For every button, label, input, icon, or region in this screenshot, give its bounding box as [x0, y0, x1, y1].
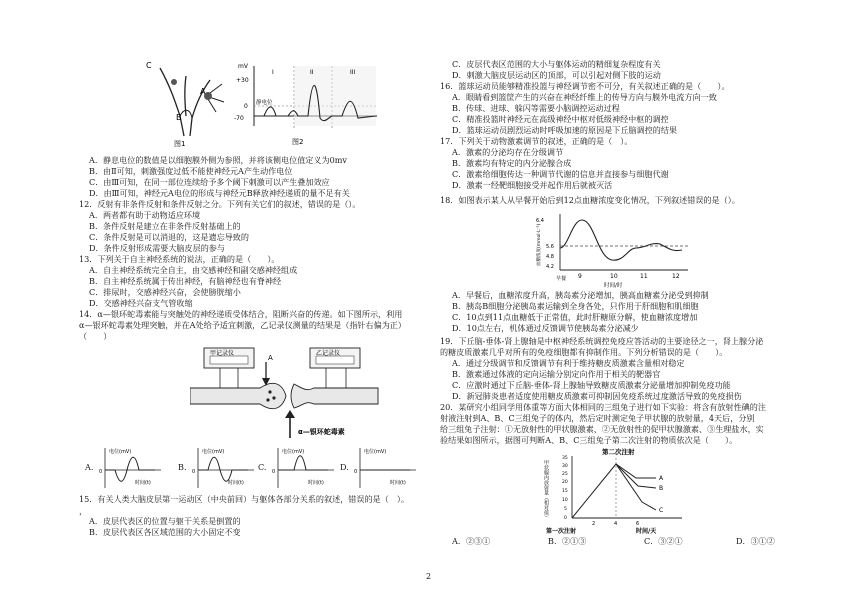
- q18-ytick-4: 4.2: [546, 264, 554, 270]
- q14-graph-b-origin: 0: [192, 469, 196, 475]
- q14-graph-b-xlabel: 时间(t): [228, 480, 244, 486]
- fig2-seg1: I: [272, 69, 274, 76]
- q13-option-a: A．自主神经系统完全自主，由交感神经和副交感神经组成: [89, 265, 298, 275]
- q14-recorder-1: 甲记录仪: [210, 350, 235, 357]
- q20-option-b: B．②①③: [548, 536, 587, 546]
- q14-graph-d-xlabel: 时间(t): [390, 480, 406, 486]
- q14-graph-a-ylabel: 电位(mV): [109, 449, 132, 455]
- q19-option-b: B．激素通过体液的定向运输分别定向作用于相关的靶器官: [452, 369, 661, 379]
- page-number: 2: [426, 572, 432, 581]
- q20-radioactivity-chart: [532, 446, 692, 536]
- q14-graph-a-xlabel: 时间(t): [135, 480, 151, 486]
- q14-choice-d-letter: D.: [340, 462, 349, 472]
- q12-option-c: C．条件反射是可以消退的，这是遗忘导致的: [89, 232, 249, 242]
- q19-stem-line-2: 的糖皮质激素几乎对所有的免疫细胞都有抑制作用。下列分析错误的是（ ）。: [440, 347, 728, 357]
- q18-start-label: 早餐: [556, 276, 567, 282]
- q19-option-c: C．应激时通过下丘脑-垂体-肾上腺轴导致糖皮质激素分泌量增加抑制免疫功能: [452, 380, 731, 390]
- q14-graph-d-ylabel: 电位(mV): [364, 449, 387, 455]
- q15-stem: 15．有关人类大脑皮层第一运动区（中央前回）与躯体各部分关系的叙述，错误的是（ ）。: [79, 494, 410, 504]
- q11-option-c: C．由Ⅲ可知，在同一部位连续给予多个阈下刺激可以产生叠加效应: [89, 177, 330, 187]
- fig1-label-a: A: [200, 87, 206, 96]
- q13-stem: 13．下列关于自主神经系统的说法，正确的是（ ）。: [79, 254, 280, 264]
- q20-option-c: C．③②①: [644, 536, 683, 546]
- q18-glucose-chart: [532, 208, 692, 288]
- q14-toxin-label: α—银环蛇毒素: [298, 428, 345, 436]
- q20-series-a: A: [659, 475, 664, 482]
- q12-option-a: A．两者都有助于动物适应环境: [89, 210, 201, 220]
- q14-graph-c: [268, 444, 338, 490]
- q17-stem: 17．下列关于动物激素调节的叙述，正确的是（ ）。: [440, 136, 633, 146]
- q16-option-b: B．传球、进球、躲闪等需要小脑调控运动过程: [452, 103, 620, 113]
- q14-graph-a-origin: 0: [99, 469, 103, 475]
- q17-option-a: A．激素的分泌均存在分级调节: [452, 147, 564, 157]
- q14-graph-c-xlabel: 时间(t): [308, 480, 324, 486]
- q18-xtick-12: 12: [672, 273, 680, 280]
- q13-option-b: B．自主神经系统属于传出神经，有脑神经也有脊神经: [89, 276, 282, 286]
- q20-ylabel: 甲状腺内放射量（相对值）: [543, 460, 549, 520]
- q11-option-a: A．静息电位的数值是以细胞膜外侧为参照，并将该侧电位值定义为0mv: [89, 155, 347, 165]
- q20-ytick-0: 0: [564, 516, 567, 521]
- q14-graph-d-origin: 0: [354, 469, 358, 475]
- q18-option-c: C．10点到11点血糖低于正常值，此时肝糖原分解，使血糖浓度增加: [452, 312, 698, 322]
- q19-option-d: D．新冠肺炎患者适度使用糖皮质激素可抑制因免疫系统过度激活导致的免疫损伤: [452, 391, 742, 401]
- q20-stem-line-1: 20．某研究小组同学用体重等方面大体相同的三组兔子进行如下实验：将含有放射性碘的注: [440, 402, 766, 412]
- q19-option-a: A．通过分级调节和反馈调节有利于维持糖皮质激素含量相对稳定: [452, 358, 685, 368]
- q17-option-c: C．激素给细胞传达一种调节代谢的信息并直接参与细胞代谢: [452, 169, 669, 179]
- q14-stem-line-1: 14．α—银环蛇毒素能与突触处的神经递质受体结合，阻断兴奋的传递。如下图所示，利用: [79, 309, 403, 319]
- fig2-rest: 静电位: [256, 100, 273, 106]
- q13-option-c: C．排尿时，交感神经兴奋，会使膀胱缩小: [89, 287, 241, 297]
- q19-stem-line-1: 19．下丘脑-垂体-肾上腺轴是中枢神经系统调控免疫应答活动的主要途径之一，肾上腺分泌: [440, 336, 764, 346]
- q20-xtick-2: 2: [592, 521, 596, 527]
- q14-synapse-figure: [190, 344, 380, 444]
- q14-graph-c-origin: 0: [272, 469, 276, 475]
- q18-option-b: B．胰岛B细胞分泌胰岛素运输到全身各处，只作用于肝细胞和肌细胞: [452, 301, 699, 311]
- fig1-label-c: C: [146, 61, 152, 70]
- q16-option-c: C．精准投篮时神经元在高级神经中枢对低级神经中枢的调控: [452, 114, 669, 124]
- q18-xlabel: 时间/时: [604, 283, 623, 288]
- q20-ytick-15: 15: [562, 489, 568, 494]
- q12-option-b: B．条件反射是建立在非条件反射基础上的: [89, 221, 241, 231]
- q15-option-c: C．皮层代表区范围的大小与躯体运动的精细复杂程度有关: [452, 59, 661, 69]
- fig2-vm70: -70: [234, 115, 244, 122]
- q14-graph-c-ylabel: 电位(mV): [282, 449, 305, 455]
- q14-graph-d: [350, 444, 420, 490]
- q15-option-d: D．刺激大脑皮层运动区的顶部，可以引起对侧下肢的运动: [452, 70, 661, 80]
- q12-stem: 12．反射有非条件反射和条件反射之分。下列有关它们的叙述，错误的是（）。: [79, 199, 361, 209]
- q18-option-d: D．10点左右，机体通过反馈调节使胰岛素分泌减少: [452, 323, 639, 333]
- q16-stem: 16．篮球运动员能够精准投篮与神经调节密不可分，有关叙述正确的是（ ）。: [440, 81, 730, 91]
- q14-graph-b-ylabel: 电位(mV): [202, 449, 225, 455]
- q15-option-a: A．皮层代表区的位置与躯干关系是倒置的: [89, 516, 241, 526]
- q20-xtick-4: 4: [614, 521, 618, 527]
- fig2-v30: +30: [236, 77, 249, 84]
- q20-xlabel: 时间/天: [636, 528, 657, 535]
- q15-dot: ，: [79, 506, 88, 516]
- fig2-seg3: III: [350, 69, 356, 76]
- q18-ytick-3: 4.8: [546, 254, 554, 260]
- q20-title: 第二次注射: [602, 448, 635, 456]
- q18-xtick-9: 9: [578, 273, 582, 280]
- q14-recorder-2: 乙记录仪: [316, 350, 341, 357]
- fig2-v0: 0: [244, 103, 248, 110]
- q12-option-d: D．条件反射形成需要大脑皮层的参与: [89, 243, 225, 253]
- q18-ytick-2: 5.6: [546, 244, 554, 250]
- q20-option-a: A．②③①: [452, 536, 491, 546]
- q20-series-c: C: [659, 507, 664, 514]
- q16-option-a: A．眼睛看到篮筐产生的兴奋在神经纤维上的传导方向与膜外电流方向一致: [452, 92, 717, 102]
- q20-ytick-30: 30: [562, 464, 568, 469]
- q14-choice-b-letter: B.: [178, 462, 187, 472]
- q20-stem-line-3: 给三组兔子注射：①无放射性的甲状腺激素、②无放射性的促甲状腺激素、③生理盐水，实: [440, 424, 764, 434]
- q17-option-d: D．激素一经靶细胞接受并起作用后就被灭活: [452, 180, 613, 190]
- q20-first-injection: 第一次注射: [546, 528, 577, 535]
- q18-ylabel: 血糖浓度(mmol·L⁻¹): [537, 223, 542, 266]
- q14-stem-line-3: （ ）: [79, 331, 112, 341]
- q14-stem-line-2: α—银环蛇毒素处理突触，并在A处给予适宜刺激，乙记录仪测量的结果是（指针右偏为正）: [79, 320, 406, 330]
- q16-option-d: D．篮球运动员剧烈运动时呼吸加速的原因是下丘脑调控的结果: [452, 125, 678, 135]
- figure-2-potential-graph: [232, 58, 382, 148]
- q18-option-a: A．早餐后，血糖浓度升高，胰岛素分泌增加，胰高血糖素分泌受到抑制: [452, 290, 709, 300]
- q18-xtick-10: 10: [610, 273, 618, 280]
- q18-xtick-11: 11: [640, 273, 648, 280]
- q20-stem-line-2: 射液注射到A、B、C三组兔子的体内，然后定时测定兔子甲状腺的放射量，4天后，分别: [440, 413, 755, 423]
- q14-choice-a-letter: A.: [85, 462, 94, 472]
- fig2-caption: 图2: [292, 138, 304, 146]
- q20-ytick-20: 20: [562, 480, 568, 485]
- fig1-label-b: B: [176, 113, 182, 122]
- q11-option-d: D．由Ⅲ可知，神经元A电位的形成与神经元B释放神经递质的量不足有关: [89, 188, 350, 198]
- q17-option-b: B．激素均有特定的内分泌腺合成: [452, 158, 572, 168]
- q18-ytick-1: 6.4: [536, 218, 544, 224]
- q20-ytick-35: 35: [562, 456, 568, 461]
- q20-ytick-25: 25: [562, 472, 568, 477]
- q14-graph-b: [188, 444, 258, 490]
- q14-point-a: A: [268, 354, 273, 362]
- q20-ytick-5: 5: [564, 507, 567, 512]
- q15-option-b: B．皮层代表区各区域范围的大小固定不变: [89, 527, 241, 537]
- q20-series-b: B: [659, 485, 664, 492]
- fig2-unit: mV: [238, 63, 248, 70]
- figure-1-neurons: [140, 56, 230, 148]
- q20-ytick-10: 10: [562, 498, 568, 503]
- fig2-seg2: II: [310, 69, 314, 76]
- q11-option-b: B．由Ⅱ可知，刺激强度过低不能使神经元A产生动作电位: [89, 166, 293, 176]
- q20-xtick-6: 6: [636, 521, 640, 527]
- fig1-caption: 图1: [174, 140, 186, 148]
- q14-choice-c-letter: C.: [258, 462, 267, 472]
- q20-stem-line-4: 验结果如图所示，据图可判断A、B、C三组兔子第二次注射的物质依次是（ ）。: [440, 435, 738, 445]
- q13-option-d: D．交感神经兴奋支气管收缩: [89, 298, 193, 308]
- q18-stem: 18．如图表示某人从早餐开始后到12点血糖浓度变化情况，下列叙述错误的是（）。: [440, 195, 740, 205]
- q14-graph-a: [95, 444, 165, 490]
- q20-option-d: D．③①②: [736, 536, 775, 546]
